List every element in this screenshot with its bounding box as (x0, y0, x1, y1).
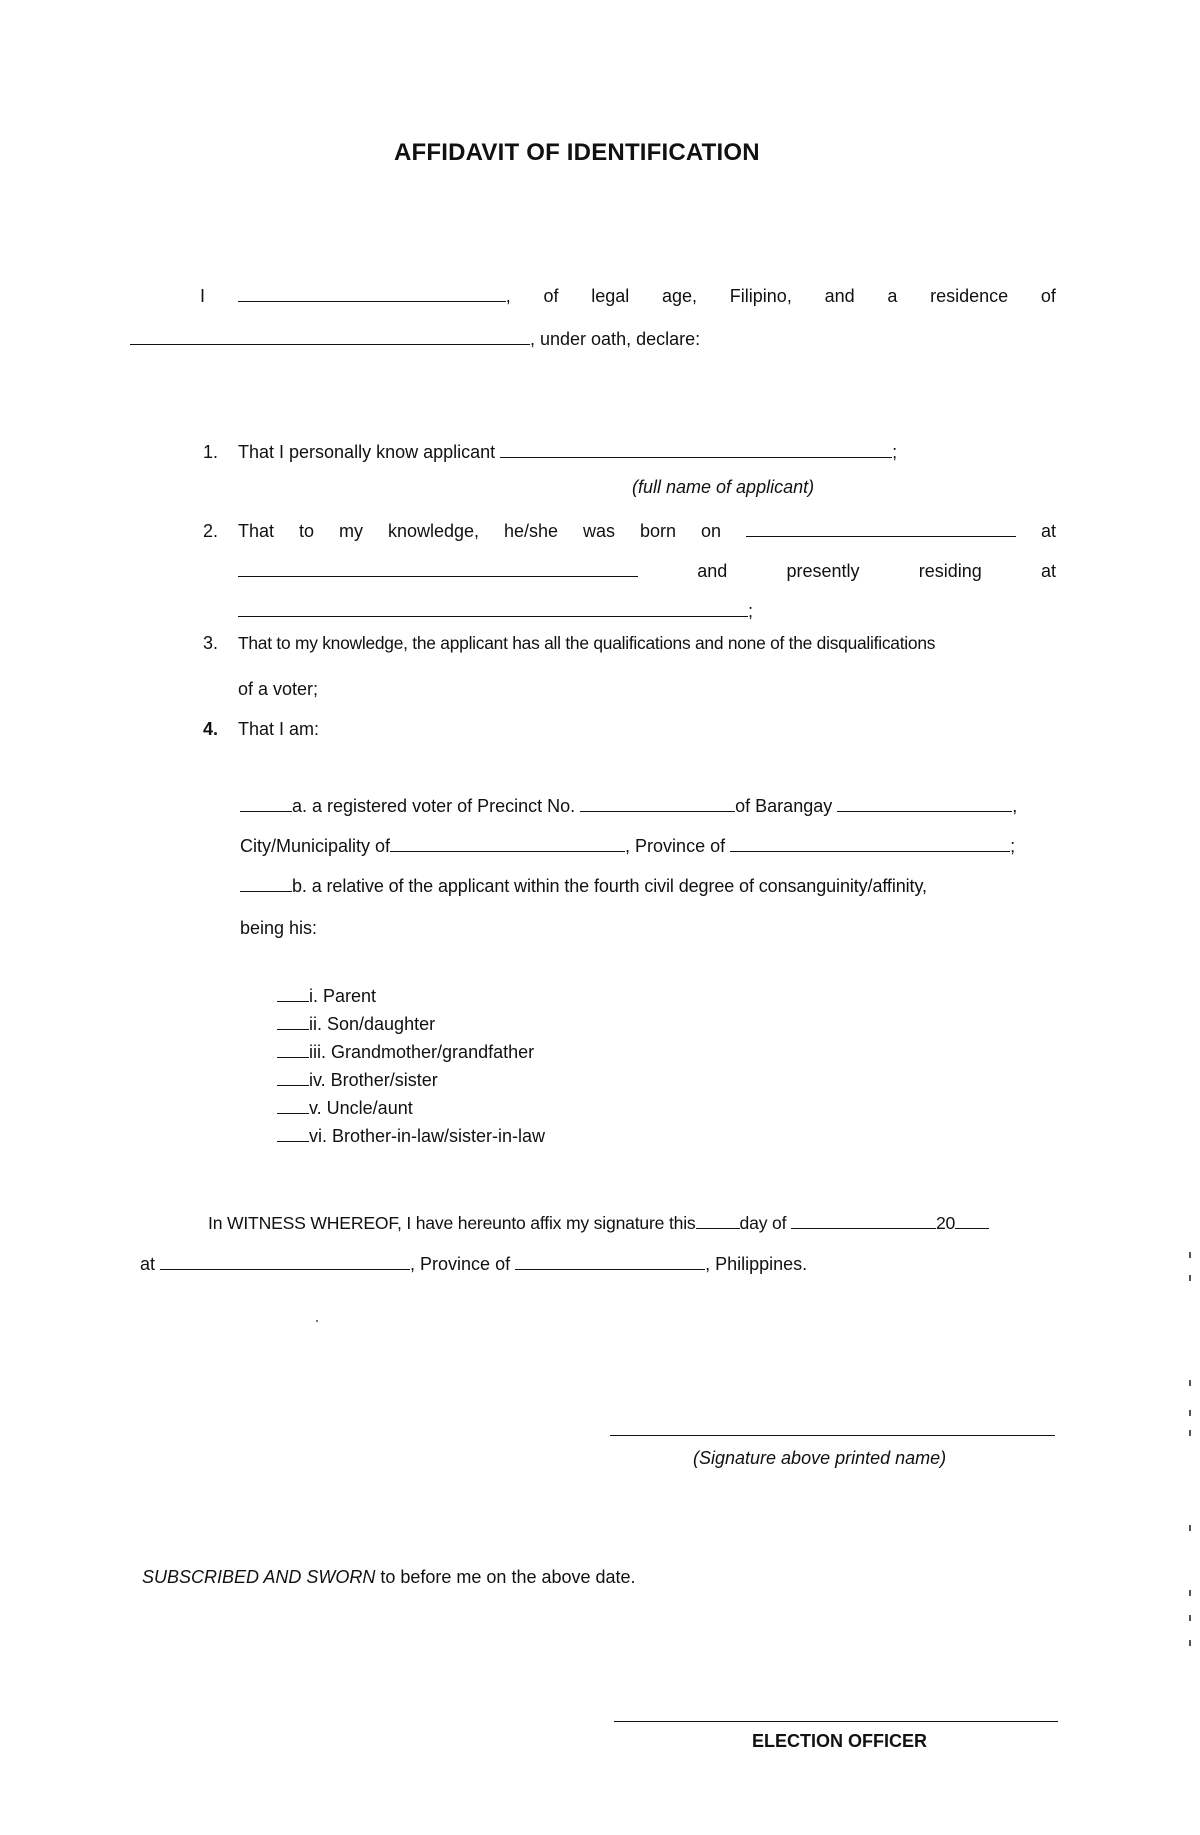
relative-item: iii. Grandmother/grandfather (277, 1041, 534, 1063)
signature-caption: (Signature above printed name) (693, 1448, 947, 1468)
scan-speck (1189, 1640, 1191, 1646)
signature-line[interactable] (610, 1435, 1055, 1436)
barangay-field[interactable] (837, 795, 1012, 812)
option-b-line-1: b. a relative of the applicant within the fourth civil degree of consanguinity/affinity, (240, 875, 927, 897)
relative-check[interactable] (277, 1013, 309, 1030)
relative-item: i. Parent (277, 985, 376, 1007)
birth-date-field[interactable] (746, 520, 1016, 537)
scan-speck (1189, 1525, 1191, 1531)
item-3-line-2: of a voter; (238, 679, 319, 699)
precinct-number-field[interactable] (580, 795, 735, 812)
scan-speck (1189, 1590, 1191, 1596)
relative-check[interactable] (277, 985, 309, 1002)
scan-speck (1189, 1410, 1191, 1416)
relative-item: ii. Son/daughter (277, 1013, 435, 1035)
option-a-line-2: City/Municipality of , Province of ; (240, 836, 1016, 856)
signing-month-field[interactable] (791, 1212, 936, 1229)
item-4-text: That I am: (238, 719, 320, 739)
item-2-number: 2. (203, 521, 219, 541)
item-3-number: 3. (203, 633, 219, 653)
item-1-text: That I personally know applicant ; (238, 442, 898, 462)
relative-check[interactable] (277, 1069, 309, 1086)
scan-speck (1189, 1615, 1191, 1621)
intro-line-1: I , of legal age, Filipino, and a residence of (200, 286, 1056, 306)
officer-signature-line[interactable] (614, 1721, 1058, 1722)
signing-year-field[interactable] (955, 1212, 989, 1229)
intro-line-2: , under oath, declare: (130, 328, 700, 350)
scan-speck (1189, 1430, 1191, 1436)
relative-check[interactable] (277, 1125, 309, 1142)
scan-speck (316, 1320, 318, 1322)
affiant-residence-field[interactable] (130, 328, 530, 345)
option-a-line-1: a. a registered voter of Precinct No. of Barangay , (240, 795, 1017, 817)
item-2-line-1: That to my knowledge, he/she was born on at (238, 521, 1056, 541)
city-municipality-field[interactable] (390, 835, 625, 852)
present-residence-field[interactable] (238, 600, 748, 617)
applicant-name-field[interactable] (500, 441, 892, 458)
item-1-number: 1. (203, 442, 219, 462)
option-b-line-2: being his: (240, 918, 318, 938)
province-field[interactable] (730, 835, 1010, 852)
item-2-line-3: ; (238, 600, 753, 622)
election-officer-label: ELECTION OFFICER (752, 1731, 927, 1751)
relative-item: vi. Brother-in-law/sister-in-law (277, 1125, 545, 1147)
relative-item: v. Uncle/aunt (277, 1097, 413, 1119)
signing-place-field[interactable] (160, 1253, 410, 1270)
witness-line-2: at , Province of , Philippines. (140, 1254, 808, 1274)
relative-check[interactable] (277, 1097, 309, 1114)
signing-day-field[interactable] (696, 1212, 740, 1229)
scan-speck (1189, 1275, 1191, 1281)
scan-speck (1189, 1380, 1191, 1386)
relative-check[interactable] (277, 1041, 309, 1058)
option-b-check[interactable] (240, 875, 292, 892)
affiant-name-field[interactable] (238, 285, 506, 302)
document-title: AFFIDAVIT OF IDENTIFICATION (394, 139, 760, 166)
relative-item: iv. Brother/sister (277, 1069, 438, 1091)
subscribed-statement: SUBSCRIBED AND SWORN to before me on the above date. (142, 1567, 636, 1587)
witness-line-1: In WITNESS WHEREOF, I have hereunto affix my signature this day of 20 (208, 1212, 989, 1234)
signing-province-field[interactable] (515, 1253, 705, 1270)
item-3-line-1: That to my knowledge, the applicant has all the qualifications and none of the disqualifications (238, 633, 936, 653)
scan-speck (1189, 1252, 1191, 1258)
applicant-name-caption: (full name of applicant) (632, 477, 815, 497)
birth-place-field[interactable] (238, 560, 638, 577)
item-2-line-2: and presently residing at (238, 560, 1056, 582)
option-a-check[interactable] (240, 795, 292, 812)
intro-pronoun: I (200, 286, 206, 306)
item-4-number: 4. (203, 719, 219, 739)
